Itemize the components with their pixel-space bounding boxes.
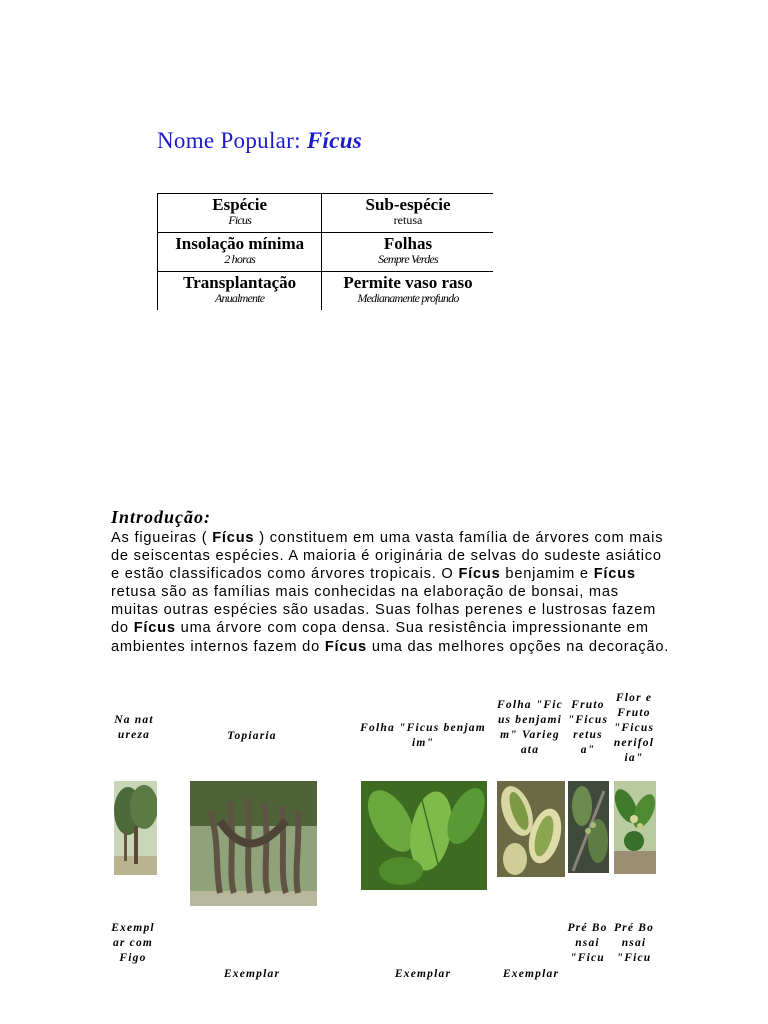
variegated-leaves-photo bbox=[497, 781, 565, 877]
table-cell: Folhas Sempre Verdes bbox=[322, 233, 493, 272]
caption-specimen: Exemplar bbox=[502, 968, 560, 980]
intro-heading: Introdução: bbox=[111, 507, 212, 527]
caption-flower-fruit: Flor e Fruto "Ficus nerifolia" bbox=[613, 692, 655, 764]
table-cell: Permite vaso raso Medianamente profundo bbox=[322, 272, 493, 311]
table-row bbox=[158, 233, 494, 272]
caption-specimen: Exemplar bbox=[223, 968, 281, 980]
caption-topiary: Topiaria bbox=[227, 730, 277, 742]
table-cell: Sub-espécie retusa bbox=[322, 194, 493, 233]
intro-paragraph: As figueiras ( Fícus ) constituem em uma vasta família de árvores com mais de seiscentas espécies. A maioria é originária de selvas do sudeste asiático e estão classificados como árvores tropicais. O Fícus benjamim e Fícus retusa são as famílias mais conhecidas na elaboração de bonsai, mas muitas outras espécies são usadas. Suas folhas perenes e lustrosas fazem do Fícus uma árvore com copa densa. Sua resistência impressionante em ambientes internos fazem do Fícus uma das melhores opções na decoração. bbox=[111, 530, 670, 655]
caption-fruit: Fruto "Ficus retusa" bbox=[567, 699, 609, 756]
caption-specimen-fig: Exemplar com Figo bbox=[111, 922, 155, 964]
page-title bbox=[157, 128, 362, 154]
plant-info-table bbox=[157, 193, 493, 310]
tree-photo bbox=[114, 781, 157, 875]
table-cell: Transplantação Anualmente bbox=[158, 272, 322, 311]
title-prefix: Nome Popular: bbox=[157, 128, 301, 153]
table-cell: Insolação mínima 2 horas bbox=[158, 233, 322, 272]
caption-specimen: Exemplar bbox=[394, 968, 452, 980]
caption-pre-bonsai: Pré Bonsai "Ficu bbox=[613, 922, 655, 964]
fruit-photo bbox=[568, 781, 609, 873]
caption-leaf: Folha "Ficus benjamim" bbox=[360, 722, 486, 749]
caption-pre-bonsai: Pré Bonsai "Ficu bbox=[567, 922, 608, 964]
leaves-photo bbox=[361, 781, 487, 890]
table-cell: Espécie Ficus bbox=[158, 194, 322, 233]
table-row bbox=[158, 272, 494, 311]
title-name: Fícus bbox=[306, 128, 363, 153]
table-row bbox=[158, 194, 494, 233]
caption-variegated-leaf: Folha "Ficus benjamim" Variegata bbox=[497, 699, 563, 756]
banyan-tree-photo bbox=[190, 781, 317, 906]
flower-fruit-photo bbox=[614, 781, 656, 874]
caption-nature: Na natureza bbox=[114, 714, 154, 741]
